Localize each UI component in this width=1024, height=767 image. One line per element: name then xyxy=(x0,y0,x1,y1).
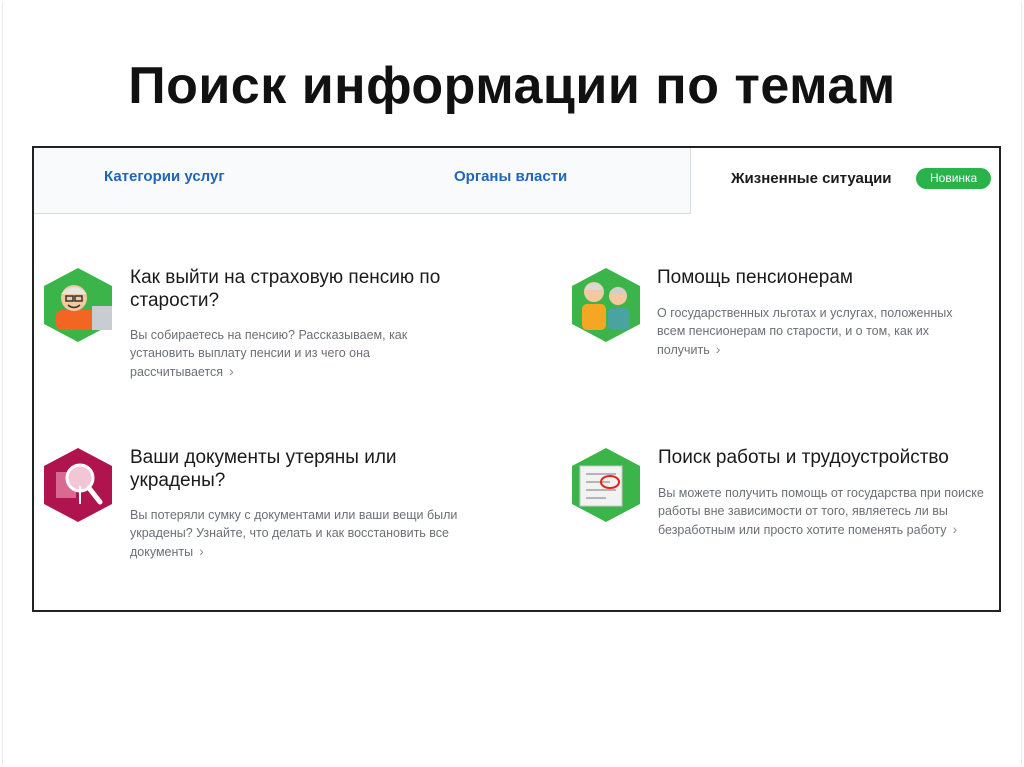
chevron-right-icon[interactable]: › xyxy=(199,543,204,559)
card-title[interactable]: Помощь пенсионерам xyxy=(657,267,853,288)
card-description-text: Вы потеряли сумку с документами или ваши вещи были украдены? Узнайте, что делать и как восстановить все документы xyxy=(130,508,458,559)
card-lost-documents[interactable] xyxy=(42,446,502,566)
slide-title: Поиск информации по темам xyxy=(128,57,896,115)
card-pension[interactable] xyxy=(42,266,502,386)
card-pensioner-help[interactable] xyxy=(570,266,1000,386)
tab-service-categories[interactable]: Категории услуг xyxy=(104,168,225,185)
card-description xyxy=(130,326,450,381)
tab-bar xyxy=(34,148,999,214)
chevron-right-icon[interactable]: › xyxy=(952,521,958,537)
card-description xyxy=(657,304,977,359)
card-title[interactable]: Ваши документы утеряны или украдены? xyxy=(130,447,397,491)
card-job-search[interactable] xyxy=(570,446,1000,566)
gosuslugi-screenshot xyxy=(32,146,1001,612)
card-description-text: Вы можете получить помощь от государства при поиске работы вне зависимости от того, являетесь ли вы безработным или просто хотите поменять работу xyxy=(658,486,984,537)
resume-icon xyxy=(570,446,642,524)
tab-life-situations[interactable]: Жизненные ситуации xyxy=(731,170,892,187)
new-badge: Новинка xyxy=(916,168,991,189)
card-title[interactable]: Поиск работы и трудоустройство xyxy=(658,447,949,468)
magnifier-document-icon xyxy=(42,446,114,524)
card-description xyxy=(658,484,994,539)
chevron-right-icon[interactable]: › xyxy=(715,341,721,357)
card-description-text: О государственных льготах и услугах, положенных всем пенсионерам по старости, и о том, как их получить xyxy=(657,306,953,357)
card-description-text: Вы собираетесь на пенсию? Рассказываем, как установить выплату пенсии и из чего она рассчитывается xyxy=(130,328,408,379)
tab-authorities[interactable]: Органы власти xyxy=(454,168,568,185)
retiree-icon xyxy=(42,266,114,344)
card-description xyxy=(130,506,460,561)
chevron-right-icon[interactable]: › xyxy=(229,363,234,379)
card-title[interactable]: Как выйти на страховую пенсию по старости? xyxy=(130,267,441,311)
elderly-couple-icon xyxy=(570,266,642,344)
